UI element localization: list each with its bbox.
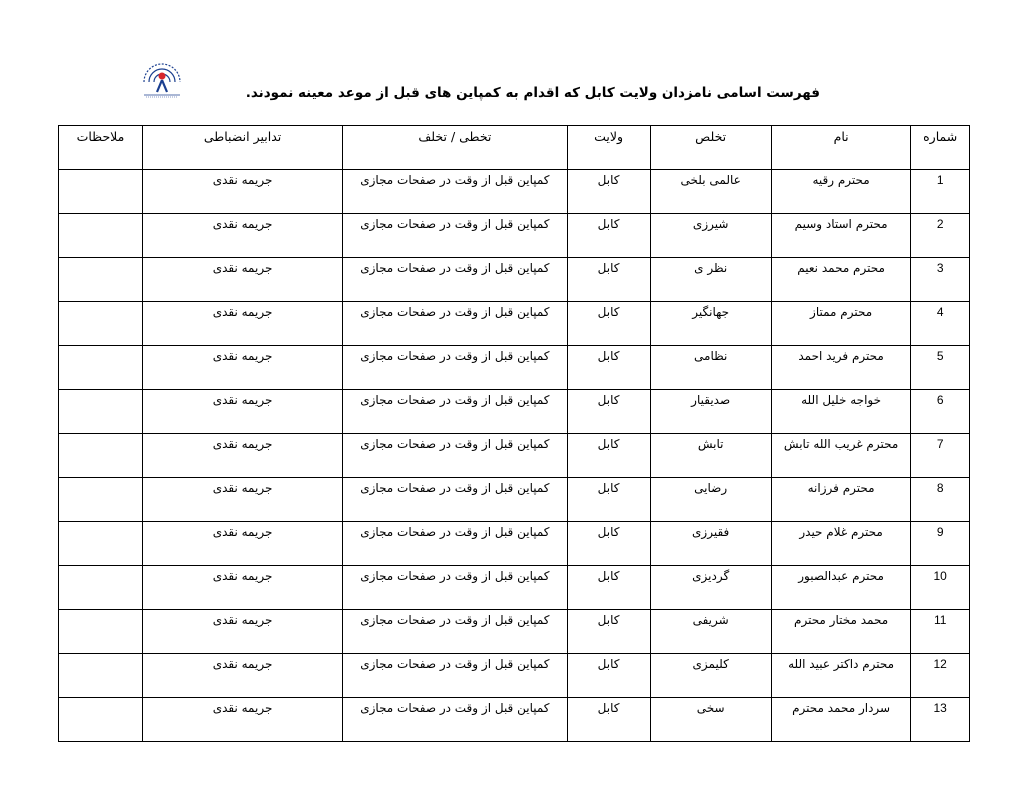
cell-remarks [59, 522, 143, 566]
cell-surname: صدیقیار [650, 390, 771, 434]
cell-surname: کلیمزی [650, 654, 771, 698]
cell-surname: گردیزی [650, 566, 771, 610]
cell-surname: تابش [650, 434, 771, 478]
cell-remarks [59, 170, 143, 214]
cell-name: محترم محمد نعیم [771, 258, 911, 302]
document-title: فهرست اسامی نامزدان ولایت کابل که اقدام به کمپاین های قبل از موعد معینه نمودند. [245, 85, 820, 101]
table-row [59, 522, 970, 566]
cell-province: کابل [567, 610, 650, 654]
cell-violation: کمپاین قبل از وقت در صفحات مجازی [343, 478, 567, 522]
table-row [59, 214, 970, 258]
cell-remarks [59, 654, 143, 698]
cell-measure: جریمه نقدی [142, 566, 342, 610]
cell-province: کابل [567, 478, 650, 522]
cell-measure: جریمه نقدی [142, 170, 342, 214]
cell-remarks [59, 566, 143, 610]
electoral-commission-logo [124, 56, 200, 100]
cell-measure: جریمه نقدی [142, 214, 342, 258]
table-row [59, 170, 970, 214]
cell-violation: کمپاین قبل از وقت در صفحات مجازی [343, 522, 567, 566]
cell-number: 8 [911, 478, 970, 522]
table-row [59, 302, 970, 346]
cell-number: 5 [911, 346, 970, 390]
cell-remarks [59, 258, 143, 302]
cell-number: 1 [911, 170, 970, 214]
cell-violation: کمپاین قبل از وقت در صفحات مجازی [343, 302, 567, 346]
header-remarks: ملاحظات [59, 126, 143, 170]
cell-remarks [59, 346, 143, 390]
cell-measure: جریمه نقدی [142, 434, 342, 478]
cell-name: محترم فرید احمد [771, 346, 911, 390]
table-row [59, 566, 970, 610]
candidates-table [58, 125, 970, 742]
cell-remarks [59, 302, 143, 346]
cell-province: کابل [567, 346, 650, 390]
cell-remarks [59, 478, 143, 522]
table-row [59, 478, 970, 522]
cell-remarks [59, 610, 143, 654]
cell-measure: جریمه نقدی [142, 258, 342, 302]
logo-graphic-icon [124, 56, 200, 100]
cell-measure: جریمه نقدی [142, 522, 342, 566]
header-measure: تدابیر انضباطی [142, 126, 342, 170]
cell-remarks [59, 434, 143, 478]
cell-measure: جریمه نقدی [142, 390, 342, 434]
table-row [59, 346, 970, 390]
cell-surname: رضایی [650, 478, 771, 522]
cell-measure: جریمه نقدی [142, 610, 342, 654]
cell-province: کابل [567, 390, 650, 434]
cell-measure: جریمه نقدی [142, 302, 342, 346]
cell-number: 2 [911, 214, 970, 258]
cell-province: کابل [567, 522, 650, 566]
cell-violation: کمپاین قبل از وقت در صفحات مجازی [343, 346, 567, 390]
cell-violation: کمپاین قبل از وقت در صفحات مجازی [343, 390, 567, 434]
cell-violation: کمپاین قبل از وقت در صفحات مجازی [343, 698, 567, 742]
header-name: نام [771, 126, 911, 170]
cell-name: خواجه خلیل الله [771, 390, 911, 434]
cell-violation: کمپاین قبل از وقت در صفحات مجازی [343, 258, 567, 302]
cell-name: محترم داکتر عبید الله [771, 654, 911, 698]
cell-province: کابل [567, 566, 650, 610]
header-province: ولایت [567, 126, 650, 170]
cell-province: کابل [567, 698, 650, 742]
header-surname: تخلص [650, 126, 771, 170]
cell-name: محترم عبدالصبور [771, 566, 911, 610]
cell-province: کابل [567, 214, 650, 258]
header-number: شماره [911, 126, 970, 170]
table-row [59, 698, 970, 742]
cell-province: کابل [567, 654, 650, 698]
cell-surname: نظر ی [650, 258, 771, 302]
cell-number: 9 [911, 522, 970, 566]
cell-surname: عالمی بلخی [650, 170, 771, 214]
cell-province: کابل [567, 302, 650, 346]
cell-remarks [59, 214, 143, 258]
cell-number: 4 [911, 302, 970, 346]
table-row [59, 610, 970, 654]
cell-number: 13 [911, 698, 970, 742]
cell-province: کابل [567, 434, 650, 478]
cell-violation: کمپاین قبل از وقت در صفحات مجازی [343, 654, 567, 698]
cell-remarks [59, 698, 143, 742]
cell-name: محترم ممتاز [771, 302, 911, 346]
cell-number: 7 [911, 434, 970, 478]
cell-violation: کمپاین قبل از وقت در صفحات مجازی [343, 434, 567, 478]
cell-name: محترم غلام حیدر [771, 522, 911, 566]
cell-name: محمد مختار محترم [771, 610, 911, 654]
cell-number: 6 [911, 390, 970, 434]
cell-violation: کمپاین قبل از وقت در صفحات مجازی [343, 610, 567, 654]
cell-name: محترم رقیه [771, 170, 911, 214]
cell-province: کابل [567, 258, 650, 302]
table-row [59, 654, 970, 698]
cell-surname: شریفی [650, 610, 771, 654]
cell-measure: جریمه نقدی [142, 478, 342, 522]
cell-number: 3 [911, 258, 970, 302]
cell-violation: کمپاین قبل از وقت در صفحات مجازی [343, 170, 567, 214]
table-row [59, 434, 970, 478]
cell-surname: شیرزی [650, 214, 771, 258]
cell-surname: جهانگیر [650, 302, 771, 346]
table-header-row [59, 126, 970, 170]
cell-violation: کمپاین قبل از وقت در صفحات مجازی [343, 566, 567, 610]
cell-surname: فقیرزی [650, 522, 771, 566]
cell-number: 11 [911, 610, 970, 654]
cell-name: سردار محمد محترم [771, 698, 911, 742]
cell-violation: کمپاین قبل از وقت در صفحات مجازی [343, 214, 567, 258]
cell-surname: سخی [650, 698, 771, 742]
cell-name: محترم استاد وسیم [771, 214, 911, 258]
cell-name: محترم فرزانه [771, 478, 911, 522]
cell-number: 12 [911, 654, 970, 698]
table-row [59, 390, 970, 434]
cell-number: 10 [911, 566, 970, 610]
cell-remarks [59, 390, 143, 434]
cell-name: محترم غریب الله تابش [771, 434, 911, 478]
cell-measure: جریمه نقدی [142, 698, 342, 742]
cell-province: کابل [567, 170, 650, 214]
header-violation: تخطی / تخلف [343, 126, 567, 170]
cell-surname: نظامی [650, 346, 771, 390]
cell-measure: جریمه نقدی [142, 346, 342, 390]
cell-measure: جریمه نقدی [142, 654, 342, 698]
table-row [59, 258, 970, 302]
